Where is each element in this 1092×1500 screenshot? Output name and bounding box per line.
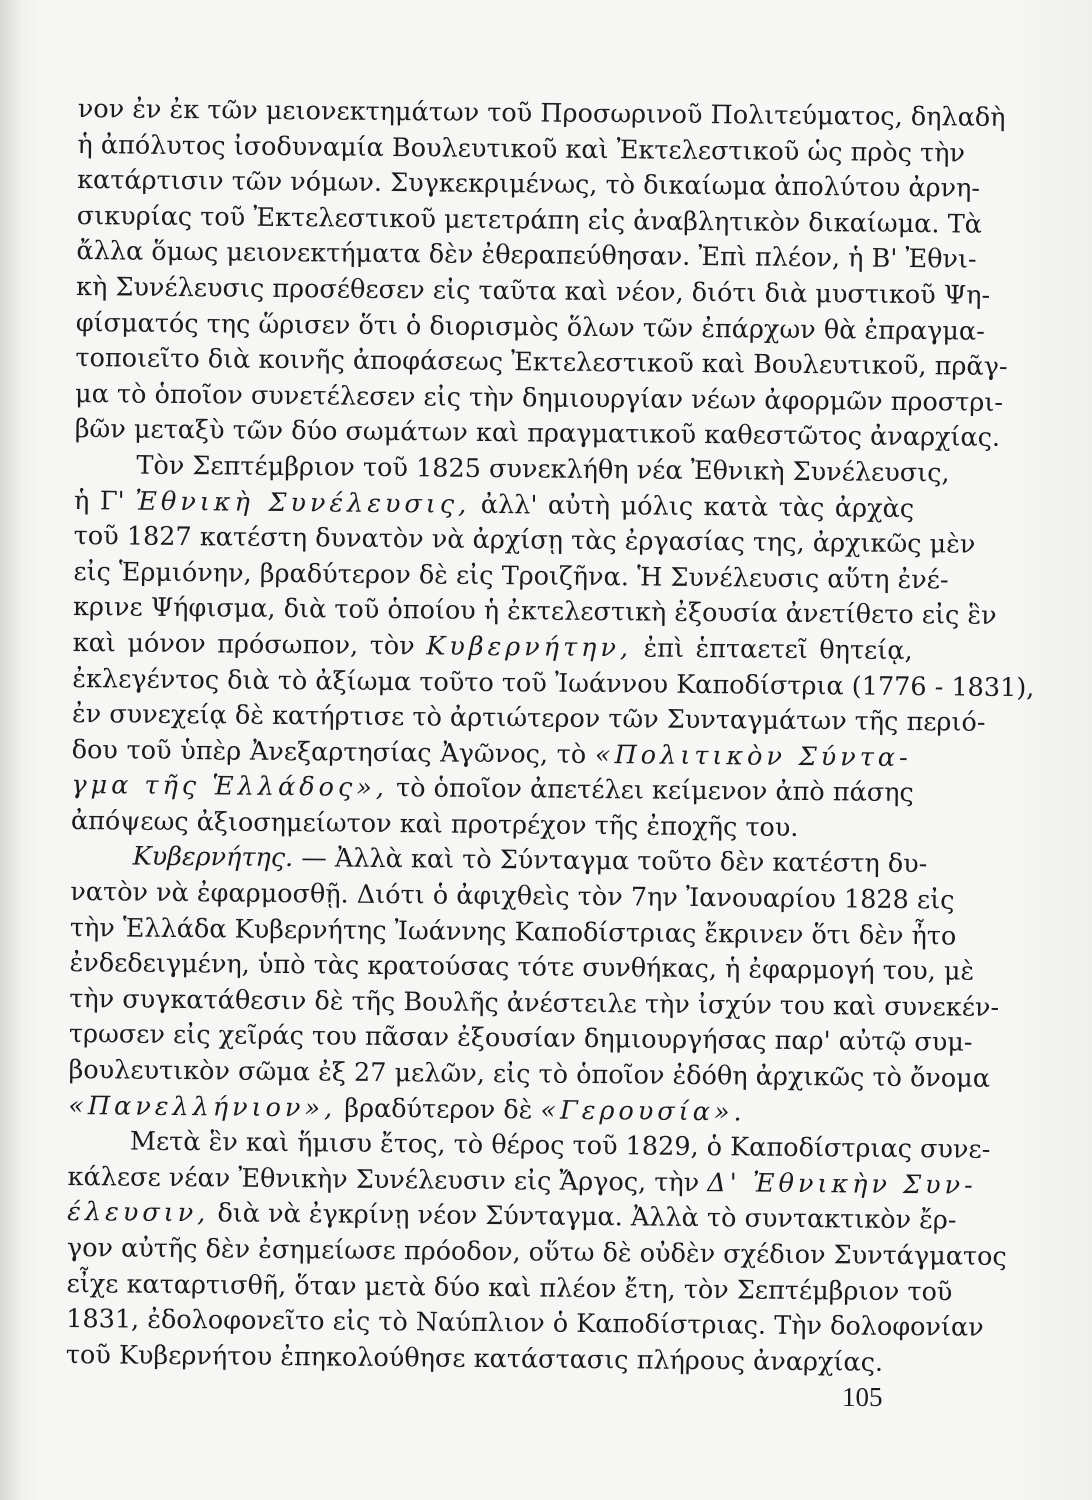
emphasis-text: «Πανελλήνιον», bbox=[68, 1090, 337, 1124]
text-line: ἐκλεγέντος διὰ τὸ ἀξίωμα τοῦτο τοῦ Ἰωάννου Καποδίστρια (1776 - 1831), bbox=[72, 663, 1035, 703]
text-line: φίσματός της ὥρισεν ὅτι ὁ διορισμὸς ὅλων τῶν ἐπάρχων θὰ ἐπραγμα- bbox=[75, 307, 985, 347]
text-line: κατάρτισιν τῶν νόμων. Συγκεκριμένως, τὸ δικαίωμα ἀπολύτου ἀρνη- bbox=[77, 165, 981, 204]
text-line: τὴν Ἑλλάδα Κυβερνήτης Ἰωάννης Καποδίστριας ἔκρινεν ὅτι δὲν ἦτο bbox=[69, 912, 957, 952]
text-line: εἰς Ἑρμιόνην, βραδύτερον δὲ εἰς Τροιζῆνα. Ἡ Συνέλευσις αὕτη ἐνέ- bbox=[73, 556, 949, 596]
text-line: τοποιεῖτο διὰ κοινῆς ἀποφάσεως Ἐκτελεστικοῦ καὶ Βουλευτικοῦ, πρᾶγ- bbox=[75, 343, 1008, 383]
emphasis-text: Ἐθνικὴ Συνέλευσις, bbox=[135, 486, 471, 520]
text-run: καὶ μόνον πρόσωπον, τὸν bbox=[72, 627, 415, 662]
text-line: τοῦ 1827 κατέστη δυνατὸν νὰ ἀρχίσῃ τὰς ἐργασίας της, ἀρχικῶς μὲν bbox=[73, 521, 976, 560]
binding-shadow bbox=[0, 0, 22, 1500]
text-line: βουλευτικὸν σῶμα ἐξ 27 μελῶν, εἰς τὸ ὁποῖον ἐδόθη ἀρχικῶς τὸ ὄνομα bbox=[68, 1054, 991, 1094]
text-line: ἐν συνεχείᾳ δὲ κατήρτισε τὸ ἀρτιώτερον τῶν Συνταγμάτων τῆς περιό- bbox=[71, 699, 986, 738]
text-line: τρωσεν εἰς χεῖράς του πᾶσαν ἐξουσίαν δημιουργήσας παρ' αὐτῷ συμ- bbox=[68, 1019, 973, 1059]
page-number: 105 bbox=[842, 1382, 883, 1412]
text-run: τὸ ὁποῖον ἀπετέλει κείμενον ἀπὸ πάσης bbox=[395, 773, 914, 809]
text-line: κὴ Συνέλευσις προσέθεσεν εἰς ταῦτα καὶ νέον, διότι διὰ μυστικοῦ Ψη- bbox=[75, 271, 991, 311]
text-line: ἡ ἀπόλυτος ἰσοδυναμία Βουλευτικοῦ καὶ Ἐκτελεστικοῦ ὡς πρὸς τὴν bbox=[77, 129, 966, 169]
text-run: ἡ Γ' bbox=[73, 485, 125, 516]
emphasis-text: «Γερουσία». bbox=[540, 1095, 746, 1128]
text-line: 1831, ἐδολοφονεῖτο εἰς τὸ Ναύπλιον ὁ Καποδίστριας. Τὴν δολοφονίαν bbox=[66, 1304, 984, 1343]
text-line: βῶν μεταξὺ τῶν δύο σωμάτων καὶ πραγματικοῦ καθεστῶτος ἀναρχίας. bbox=[74, 414, 1001, 454]
text-line: γον αὐτῆς δὲν ἐσημείωσε πρόοδον, οὕτω δὲ οὐδὲν σχέδιον Συντάγματος bbox=[66, 1232, 1007, 1272]
text-line: νατὸν νὰ ἐφαρμοσθῇ. Διότι ὁ ἀφιχθεὶς τὸν 7ην Ἰανουαρίου 1828 εἰς bbox=[70, 877, 955, 916]
text-run: διὰ νὰ ἐγκρίνῃ νέον Σύνταγμα. Ἀλλὰ τὸ συντακτικὸν ἔρ- bbox=[217, 1198, 957, 1236]
section-heading: Κυβερνήτης. bbox=[132, 842, 294, 874]
text-line: εἶχε καταρτισθῆ, ὅταν μετὰ δύο καὶ πλέον ἔτη, τὸν Σεπτέμβριον τοῦ bbox=[66, 1268, 953, 1308]
body-text bbox=[65, 92, 1035, 1381]
text-line: τὴν συγκατάθεσιν δὲ τῆς Βουλῆς ἀνέστειλε τὴν ἰσχύν του καὶ συνεκέν- bbox=[69, 983, 1000, 1023]
emphasis-text: «Πολιτικὸν Σύντα- bbox=[594, 739, 912, 773]
text-line: Μετὰ ἓν καὶ ἥμισυ ἔτος, τὸ θέρος τοῦ 1829, ὁ Καποδίστριας συνε- bbox=[129, 1126, 991, 1166]
text-run: κάλεσε νέαν Ἐθνικὴν Συνέλευσιν εἰς Ἄργος, τὴν bbox=[67, 1161, 700, 1198]
emphasis-text: Δ' Ἐθνικὴν Συν- bbox=[707, 1167, 977, 1201]
text-run: ἀλλ' αὐτὴ μόλις κατὰ τὰς ἀρχὰς bbox=[480, 489, 915, 524]
text-run: δου τοῦ ὑπὲρ Ἀνεξαρτησίας Ἀγῶνος, τὸ bbox=[71, 734, 587, 770]
text-run: βραδύτερον δὲ bbox=[344, 1093, 533, 1126]
text-line: ἐνδεδειγμένη, ὑπὸ τὰς κρατούσας τότε συνθήκας, ἡ ἐφαρμογή του, μὲ bbox=[69, 948, 975, 987]
text-line: ἄλλα ὅμως μειονεκτήματα δὲν ἐθεραπεύθησαν. Ἐπὶ πλέον, ἡ Β' Ἐθνι- bbox=[76, 236, 977, 276]
text-run: — Ἀλλὰ καὶ τὸ Σύνταγμα τοῦτο δὲν κατέστη δυ- bbox=[301, 843, 928, 880]
emphasis-text: έλευσιν, bbox=[67, 1197, 210, 1229]
text-line: ἀπόψεως ἀξιοσημείωτον καὶ προτρέχον τῆς ἐποχῆς του. bbox=[70, 805, 799, 843]
text-line: τοῦ Κυβερνήτου ἐπηκολούθησε κατάστασις πλήρους ἀναρχίας. bbox=[65, 1339, 884, 1378]
emphasis-text: Κυβερνήτην, bbox=[426, 631, 633, 664]
text-line: κρινε Ψήφισμα, διὰ τοῦ ὁποίου ἡ ἐκτελεστικὴ ἐξουσία ἀνετίθετο εἰς ἓν bbox=[72, 592, 997, 632]
text-line: Τὸν Σεπτέμβριον τοῦ 1825 συνεκλήθη νέα Ἐθνικὴ Συνέλευσις, bbox=[136, 450, 950, 489]
text-line: μα τὸ ὁποῖον συνετέλεσεν εἰς τὴν δημιουργίαν νέων ἀφορμῶν προστρι- bbox=[74, 378, 1004, 418]
text-run: ἐπὶ ἑπταετεῖ θητείᾳ, bbox=[643, 633, 913, 666]
text-line: νον ἐν ἐκ τῶν μειονεκτημάτων τοῦ Προσωρινοῦ Πολιτεύματος, δηλαδὴ bbox=[77, 93, 1006, 133]
emphasis-text: γμα τῆς Ἑλλάδος», bbox=[71, 770, 389, 804]
text-line: σικυρίας τοῦ Ἐκτελεστικοῦ μετετράπη εἰς ἀναβλητικὸν δικαίωμα. Τὰ bbox=[76, 200, 983, 240]
